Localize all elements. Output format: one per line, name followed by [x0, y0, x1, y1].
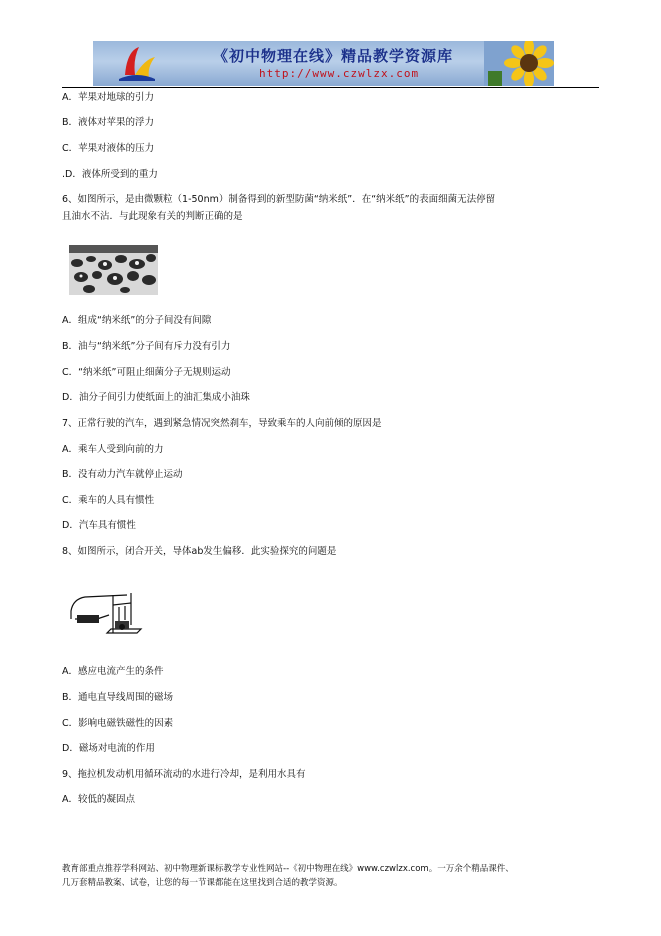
option-line: C．苹果对液体的压力 — [62, 143, 155, 154]
sunflower-image — [484, 41, 554, 86]
banner-title: 《初中物理在线》精品教学资源库 — [213, 47, 454, 65]
question-line: 7、正常行驶的汽车，遇到紧急情况突然刹车，导致乘车的人向前倾的原因是 — [62, 418, 382, 429]
option-line: C．乘车的人具有惯性 — [62, 495, 155, 506]
option-line: C．“纳米纸”可阻止细菌分子无规则运动 — [62, 367, 231, 378]
option-line: C．影响电磁铁磁性的因素 — [62, 718, 174, 729]
nano-paper-photo — [69, 245, 158, 295]
option-line: A．较低的凝固点 — [62, 794, 135, 805]
footer-line: 几万套精品教案、试卷，让您的每一节课都能在这里找到合适的教学资源。 — [62, 878, 343, 888]
header-rule — [62, 87, 599, 88]
option-line: B．油与“纳米纸”分子间有斥力没有引力 — [62, 341, 231, 352]
option-line: .D．液体所受到的重力 — [62, 169, 158, 180]
question-line: 且油水不沾．与此现象有关的判断正确的是 — [62, 211, 243, 222]
option-line: A．乘车人受到向前的力 — [62, 444, 164, 455]
question-line: 9、拖拉机发动机用循环流动的水进行冷却，是利用水具有 — [62, 769, 306, 780]
option-line: A．感应电流产生的条件 — [62, 666, 164, 677]
site-logo — [115, 45, 159, 83]
option-line: D．磁场对电流的作用 — [62, 743, 155, 754]
option-line: A．组成“纳米纸”的分子间没有间隙 — [62, 315, 212, 326]
question-line: 6、如图所示，是由微颗粒（1-50nm）制备得到的新型防菌“纳米纸”．在“纳米纸”的表面细菌无法停留 — [62, 194, 496, 205]
option-line: A．苹果对地球的引力 — [62, 92, 154, 103]
option-line: B．没有动力汽车就停止运动 — [62, 469, 183, 480]
option-line: D．油分子间引力使纸面上的油汇集成小油珠 — [62, 392, 250, 403]
banner-url: http://www.czwlzx.com — [259, 67, 420, 80]
question-line: 8、如图所示，闭合开关，导体ab发生偏移．此实验探究的问题是 — [62, 546, 337, 557]
option-line: D．汽车具有惯性 — [62, 520, 136, 531]
option-line: B．通电直导线周围的磁场 — [62, 692, 174, 703]
option-line: B．液体对苹果的浮力 — [62, 117, 155, 128]
footer-line: 教育部重点推荐学科网站、初中物理新课标教学专业性网站--《初中物理在线》www.czwlzx.com。一万余个精品课件、 — [62, 864, 514, 874]
experiment-apparatus-drawing — [67, 585, 147, 640]
header-banner — [93, 41, 554, 86]
